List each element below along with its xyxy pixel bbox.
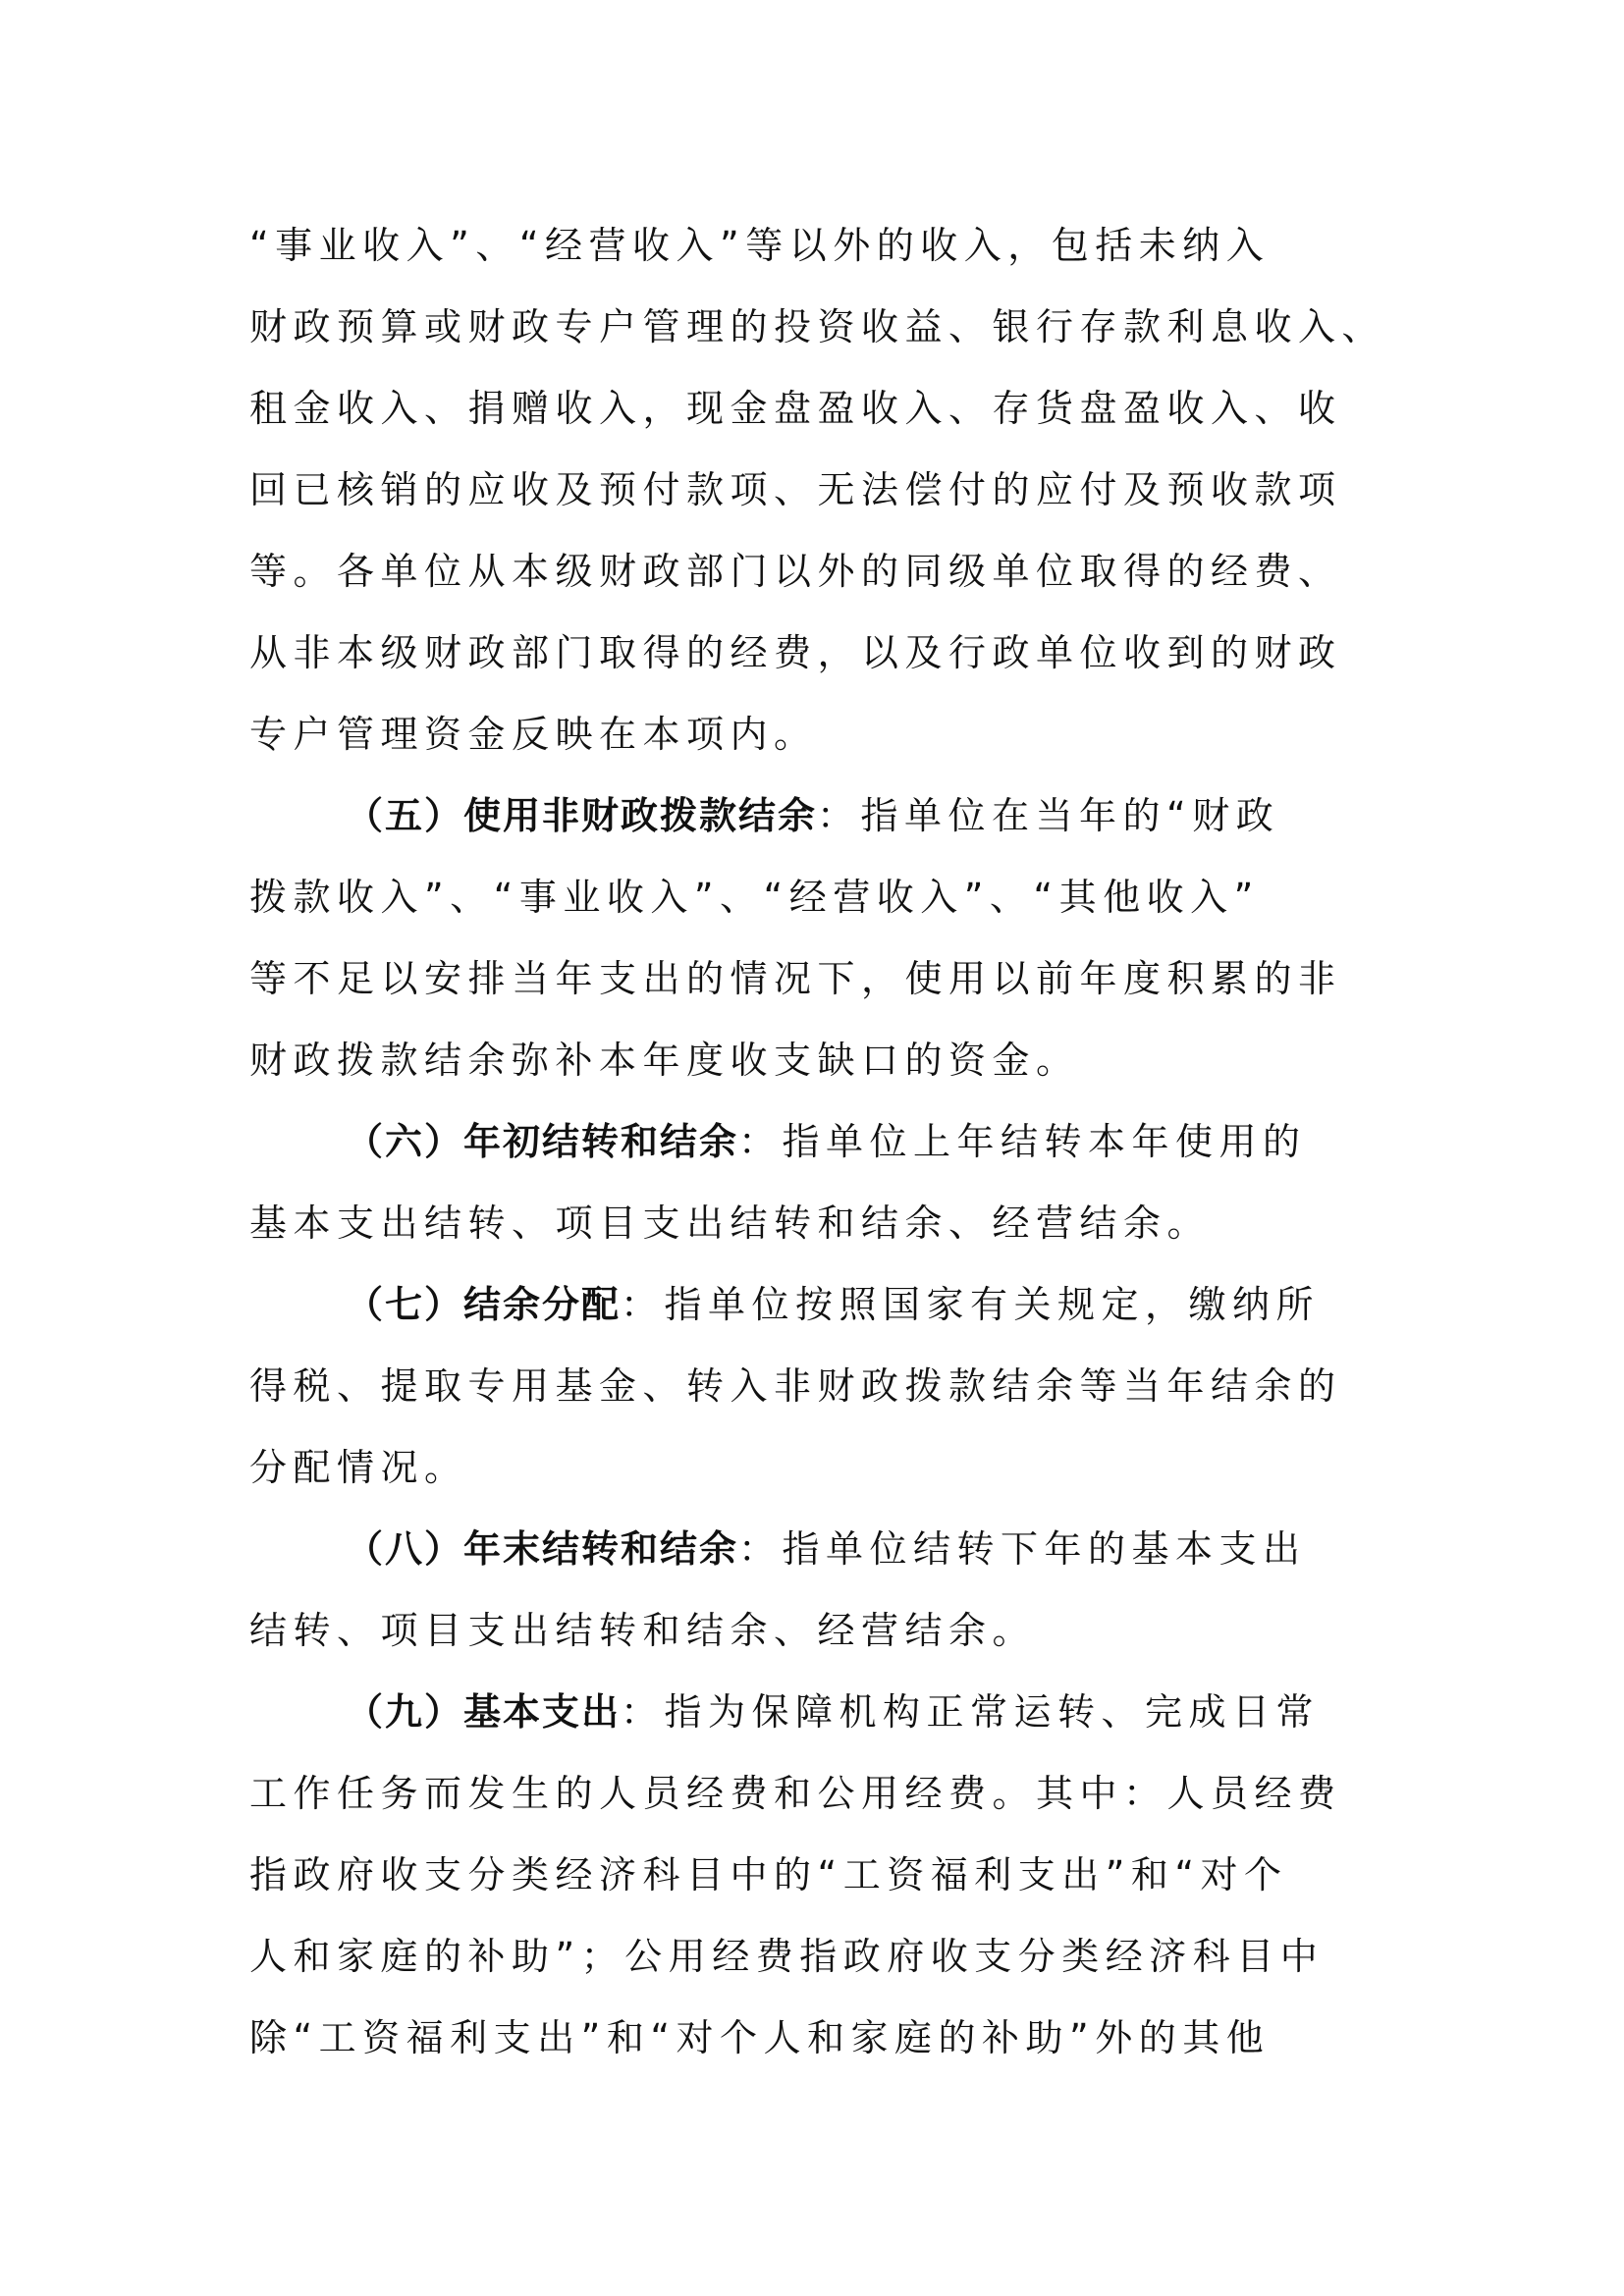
paragraph-line: 等。各单位从本级财政部门以外的同级单位取得的经费、	[249, 550, 1342, 593]
section-5-heading: （五）使用非财政拨款结余	[346, 794, 818, 837]
section-9-heading: （九）基本支出	[346, 1690, 622, 1734]
paragraph-line: 财政预算或财政专户管理的投资收益、银行存款利息收入、	[249, 305, 1386, 348]
paragraph-line: 工作任务而发生的人员经费和公用经费。其中：人员经费	[249, 1772, 1342, 1815]
section-7-heading: （七）结余分配	[346, 1283, 622, 1326]
paragraph-line: “事业收入”、“经营收入”等以外的收入，包括未纳入	[249, 224, 1271, 267]
section-5-text: ：指单位在当年的“财政	[817, 794, 1280, 837]
section-9-text: ：指为保障机构正常运转、完成日常	[621, 1690, 1321, 1734]
section-5-first-line	[346, 786, 1388, 845]
paragraph-line: 从非本级财政部门取得的经费，以及行政单位收到的财政	[249, 631, 1342, 674]
section-6-text: ：指单位上年结转本年使用的	[738, 1120, 1307, 1163]
section-8-heading: （八）年末结转和结余	[346, 1527, 739, 1571]
paragraph-line: 回已核销的应收及预付款项、无法偿付的应付及预收款项	[249, 468, 1342, 511]
paragraph-line: 基本支出结转、项目支出结转和结余、经营结余。	[249, 1201, 1212, 1245]
paragraph-line: 结转、项目支出结转和结余、经营结余。	[249, 1609, 1037, 1652]
section-8-first-line	[346, 1520, 1388, 1578]
paragraph-line: 等不足以安排当年支出的情况下，使用以前年度积累的非	[249, 957, 1342, 1000]
section-6-heading: （六）年初结转和结余	[346, 1120, 739, 1163]
paragraph-line: 专户管理资金反映在本项内。	[249, 713, 818, 756]
paragraph-line: 得税、提取专用基金、转入非财政拨款结余等当年结余的	[249, 1364, 1342, 1408]
paragraph-line: 人和家庭的补助”；公用经费指政府收支分类经济科目中	[249, 1935, 1325, 1978]
paragraph-line: 租金收入、捐赠收入，现金盘盈收入、存货盘盈收入、收	[249, 387, 1342, 430]
paragraph-line: 财政拨款结余弥补本年度收支缺口的资金。	[249, 1039, 1080, 1082]
section-7-first-line	[346, 1275, 1388, 1334]
paragraph-line: 指政府收支分类经济科目中的“工资福利支出”和“对个	[249, 1853, 1288, 1896]
paragraph-line: 拨款收入”、“事业收入”、“经营收入”、“其他收入”	[249, 876, 1260, 919]
section-8-text: ：指单位结转下年的基本支出	[738, 1527, 1307, 1571]
paragraph-line: 除“工资福利支出”和“对个人和家庭的补助”外的其他	[249, 2016, 1271, 2059]
section-9-first-line	[346, 1682, 1388, 1741]
paragraph-line: 分配情况。	[249, 1446, 468, 1489]
section-7-text: ：指单位按照国家有关规定，缴纳所	[621, 1283, 1321, 1326]
section-6-first-line	[346, 1112, 1388, 1171]
